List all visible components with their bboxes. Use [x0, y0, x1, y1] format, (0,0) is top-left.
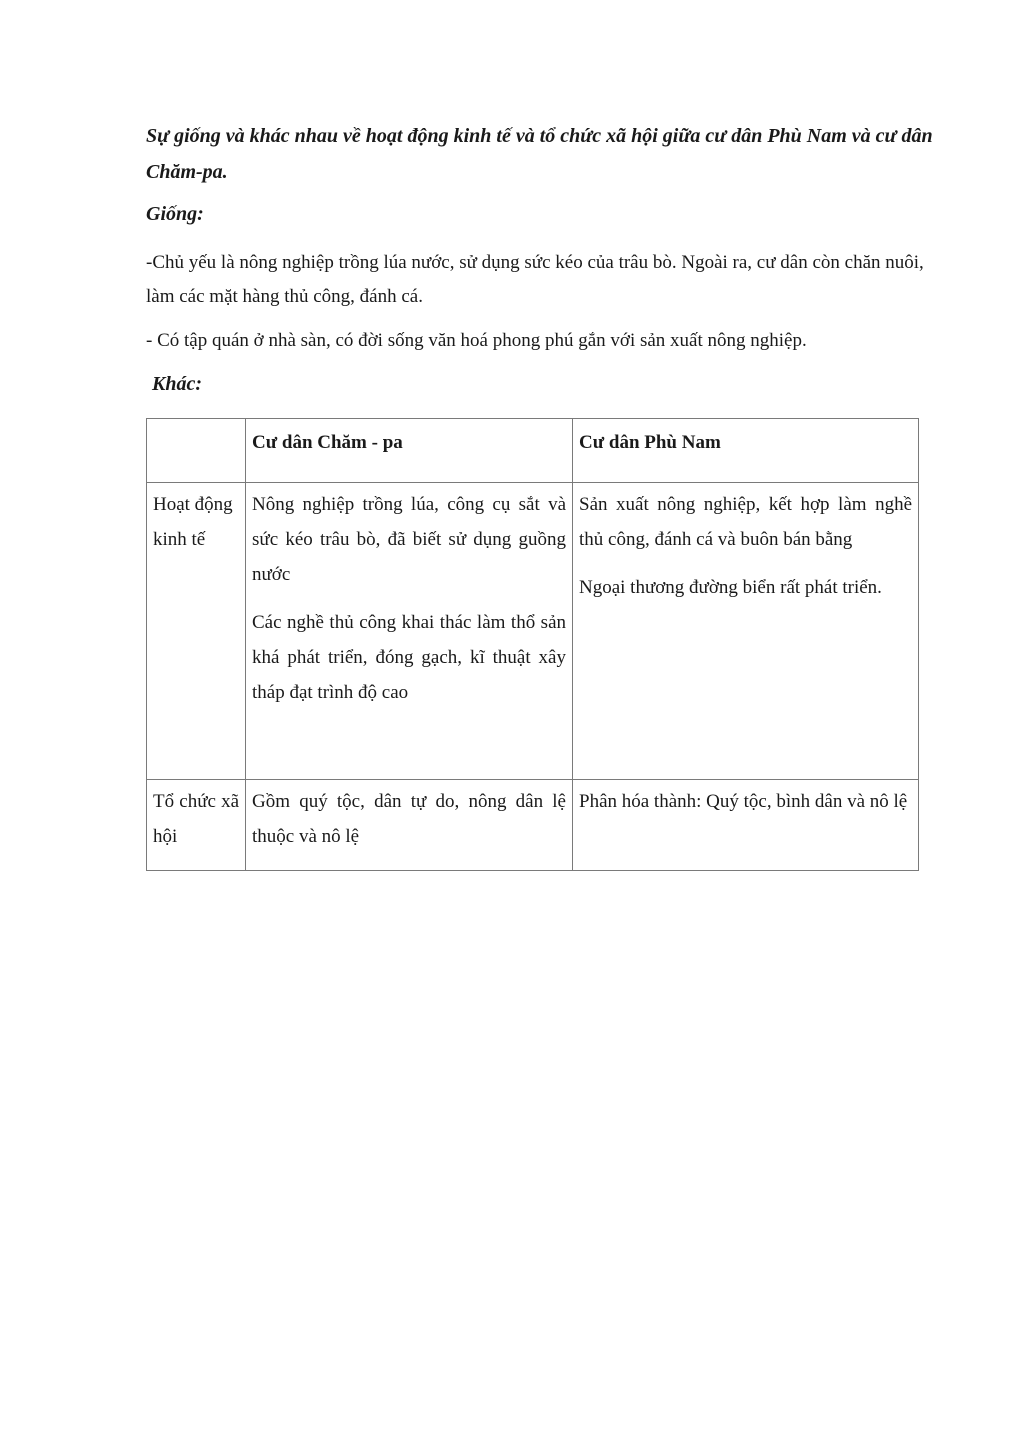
cell-paragraph: Các nghề thủ công khai thác làm thổ sản khá phát triển, đóng gạch, kĩ thuật xây tháp đạt trình độ cao: [252, 612, 566, 703]
row-label-text: Hoạt động kinh tế: [153, 494, 233, 550]
document-page: [146, 118, 956, 871]
cell-champa-society: [246, 780, 573, 871]
table-row: [147, 483, 919, 780]
cell-phunam-economy: [573, 483, 919, 780]
cell-paragraph: Gồm quý tộc, dân tự do, nông dân lệ thuộc và nô lệ: [252, 791, 566, 847]
row-label-text: Tổ chức xã hội: [153, 791, 239, 847]
cell-paragraph: Nông nghiệp trồng lúa, công cụ sắt và sức kéo trâu bò, đã biết sử dụng guồng nước: [252, 494, 566, 585]
table-row: [147, 780, 919, 871]
different-heading: Khác:: [152, 373, 202, 395]
cell-champa-economy: [246, 483, 573, 780]
comparison-table: [146, 418, 919, 871]
table-header-row: [147, 419, 919, 483]
row-label-economy: [147, 483, 246, 780]
cell-paragraph: Sản xuất nông nghiệp, kết hợp làm nghề thủ công, đánh cá và buôn bán bằng: [579, 494, 912, 550]
row-label-society: [147, 780, 246, 871]
header-cell-empty: [147, 419, 246, 483]
document-title: Sự giống và khác nhau về hoạt động kinh tế và tổ chức xã hội giữa cư dân Phù Nam và cư dân Chăm-pa.: [146, 125, 933, 183]
cell-paragraph: Ngoại thương đường biển rất phát triển.: [579, 577, 882, 598]
similar-point: - Có tập quán ở nhà sàn, có đời sống văn hoá phong phú gắn với sản xuất nông nghiệp.: [146, 330, 807, 351]
similar-point: -Chủ yếu là nông nghiệp trồng lúa nước, sử dụng sức kéo của trâu bò. Ngoài ra, cư dân còn chăn nuôi, làm các mặt hàng thủ công, đánh cá.: [146, 252, 924, 307]
header-cell-phunam: Cư dân Phù Nam: [573, 419, 919, 483]
similar-heading: Giống:: [146, 203, 204, 225]
cell-phunam-society: [573, 780, 919, 871]
header-cell-champa: Cư dân Chăm - pa: [246, 419, 573, 483]
cell-paragraph: Phân hóa thành: Quý tộc, bình dân và nô lệ: [579, 791, 908, 812]
